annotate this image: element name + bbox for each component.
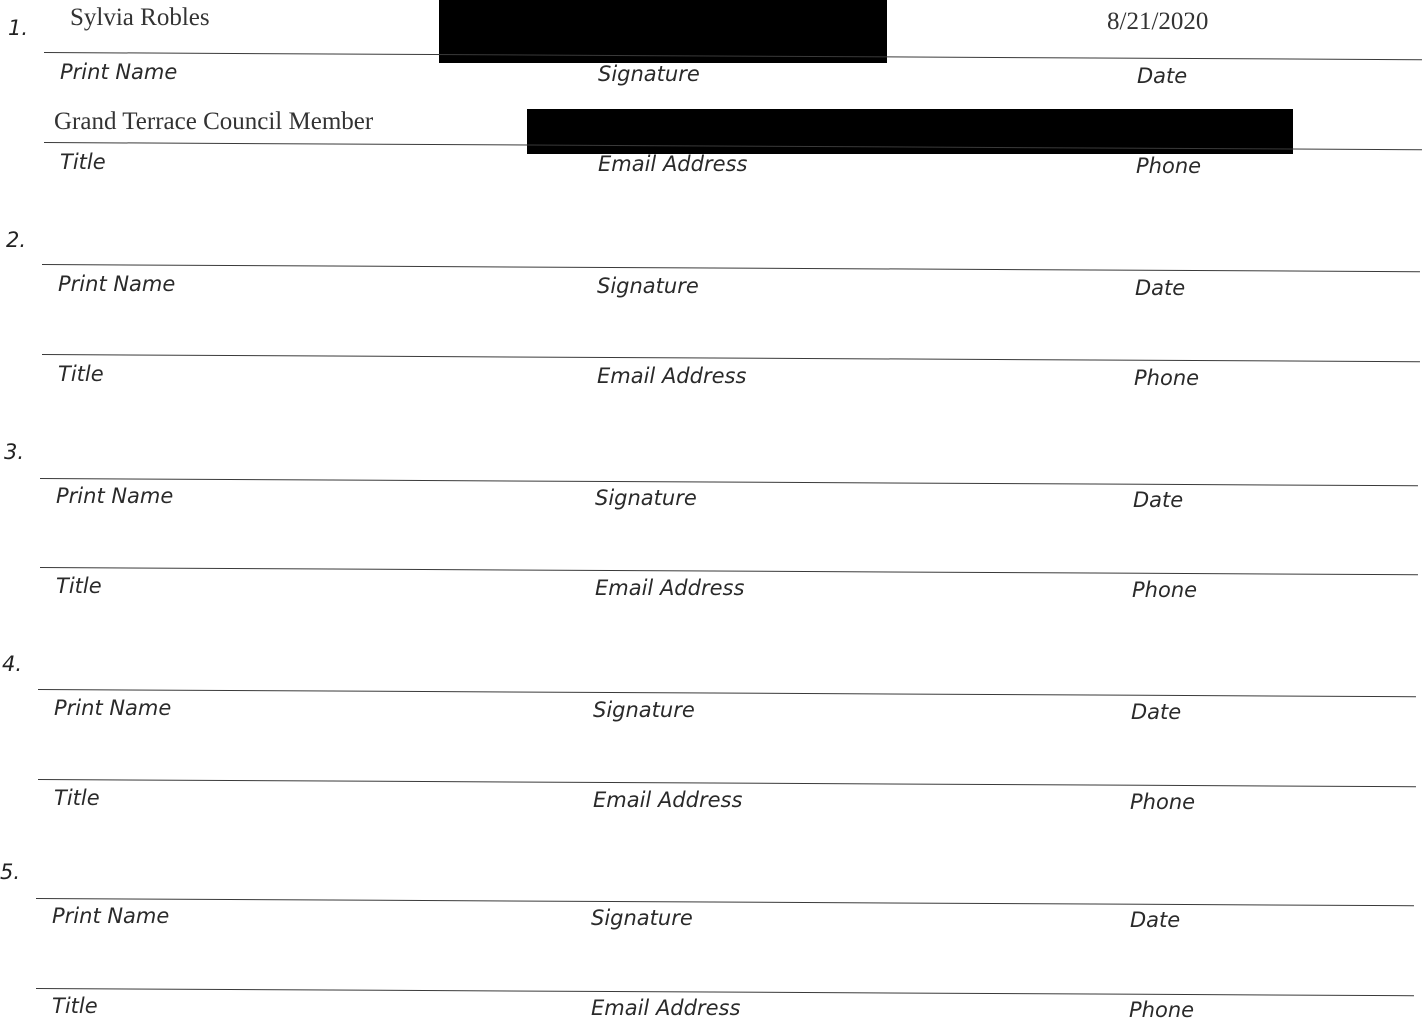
name-signature-date-line: [38, 689, 1416, 697]
print-name-label: Print Name: [54, 696, 172, 720]
print-name-label: Print Name: [60, 60, 178, 84]
entry-number: 5.: [0, 860, 21, 884]
signature-label: Signature: [597, 274, 699, 298]
entry-number: 3.: [4, 440, 25, 464]
entry-number: 2.: [6, 228, 27, 252]
phone-label: Phone: [1132, 578, 1198, 602]
title-email-phone-line: [38, 779, 1416, 787]
entry-number: 4.: [2, 652, 23, 676]
title-email-phone-line: [36, 988, 1414, 996]
email-label: Email Address: [591, 996, 741, 1020]
phone-label: Phone: [1129, 998, 1195, 1022]
date-label: Date: [1130, 908, 1181, 932]
print-name-label: Print Name: [58, 272, 176, 296]
entry-number: 1.: [8, 16, 29, 40]
signature-label: Signature: [598, 62, 700, 86]
signature-label: Signature: [595, 486, 697, 510]
date-label: Date: [1135, 276, 1186, 300]
print-name-value: Sylvia Robles: [70, 4, 210, 31]
title-label: Title: [54, 786, 100, 810]
title-label: Title: [58, 362, 104, 386]
name-signature-date-line: [42, 264, 1420, 272]
print-name-label: Print Name: [56, 484, 174, 508]
signature-label: Signature: [593, 698, 695, 722]
print-name-label: Print Name: [52, 904, 170, 928]
name-signature-date-line: [36, 898, 1414, 906]
email-label: Email Address: [593, 788, 743, 812]
phone-label: Phone: [1136, 154, 1202, 178]
email-label: Email Address: [597, 364, 747, 388]
phone-label: Phone: [1134, 366, 1200, 390]
title-email-phone-line: [40, 567, 1418, 575]
email-label: Email Address: [598, 152, 748, 176]
date-label: Date: [1137, 64, 1188, 88]
date-value: 8/21/2020: [1107, 8, 1209, 35]
title-email-phone-line: [42, 354, 1420, 362]
title-label: Title: [52, 994, 98, 1018]
title-value: Grand Terrace Council Member: [54, 108, 374, 135]
title-label: Title: [56, 574, 102, 598]
email-label: Email Address: [595, 576, 745, 600]
title-label: Title: [60, 150, 106, 174]
phone-label: Phone: [1130, 790, 1196, 814]
signature-label: Signature: [591, 906, 693, 930]
name-signature-date-line: [40, 478, 1418, 486]
date-label: Date: [1133, 488, 1184, 512]
date-label: Date: [1131, 700, 1182, 724]
